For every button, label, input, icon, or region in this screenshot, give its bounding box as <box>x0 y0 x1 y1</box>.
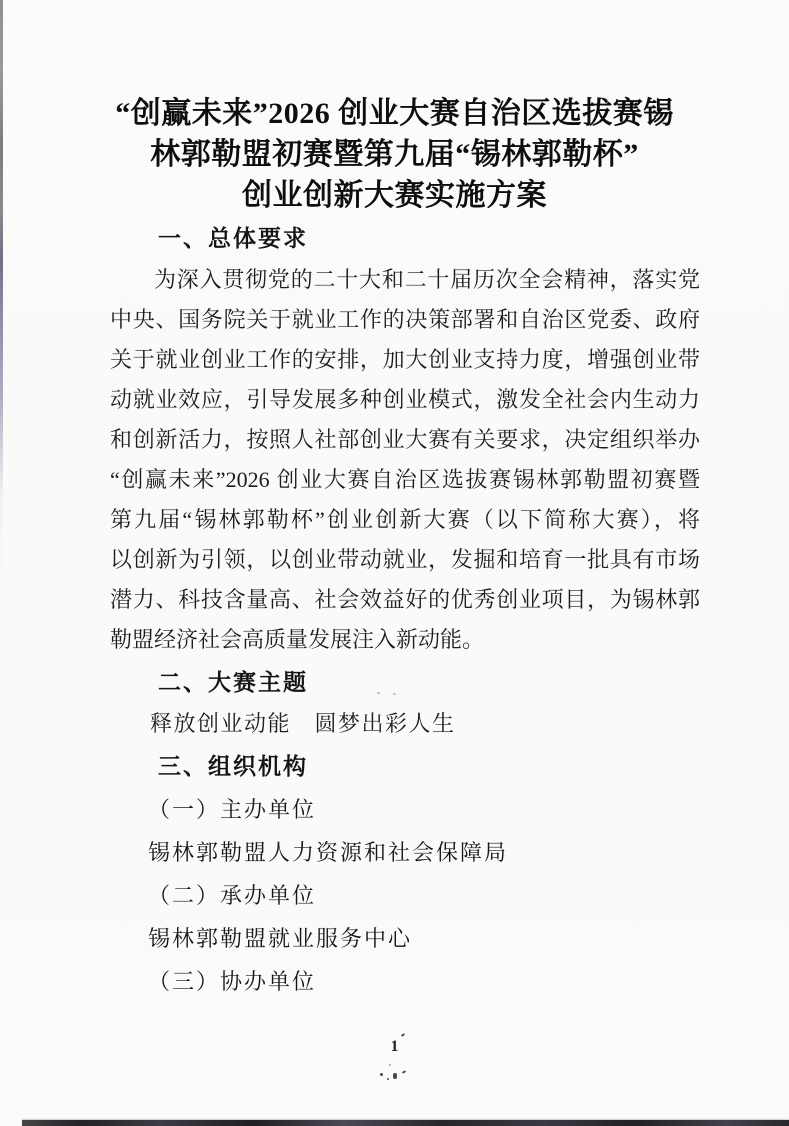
org-item-host-label: （一）主办单位 <box>148 797 317 822</box>
paragraph-line: 潜力、科技含量高、社会效益好的优秀创业项目，为锡林郭 <box>110 587 700 612</box>
section-heading-organization: 三、组织机构 <box>158 753 308 779</box>
scan-speckle <box>402 1070 406 1074</box>
scan-speckle <box>377 692 380 694</box>
scan-speckle <box>387 1078 389 1080</box>
paragraph-line: 和创新活力，按照人社部创业大赛有关要求，决定组织举办 <box>110 427 700 452</box>
scan-speckle <box>401 1033 405 1037</box>
scan-speckle <box>393 693 396 695</box>
org-item-organizer-label: （二）承办单位 <box>148 883 317 908</box>
paragraph-line: 为深入贯彻党的二十大和二十届历次全会精神，落实党 <box>154 267 700 292</box>
document-title-line: 林郭勒盟初赛暨第九届“锡林郭勒杯” <box>150 138 639 171</box>
document-title-line: “创赢未来”2026 创业大赛自治区选拔赛锡 <box>115 97 674 130</box>
scan-speckle <box>393 1073 397 1079</box>
scan-speckle <box>380 1073 383 1076</box>
paragraph-line: 以创新为引领，以创业带动就业，发掘和培育一批具有市场 <box>110 547 700 572</box>
competition-slogan: 释放创业动能 圆梦出彩人生 <box>150 711 456 736</box>
paragraph-line: 动就业效应，引导发展多种创业模式，激发全社会内生动力 <box>110 387 700 412</box>
document-body <box>110 216 700 1003</box>
paragraph-line: 关于就业创业工作的安排，加大创业支持力度，增强创业带 <box>110 347 700 372</box>
paragraph-line: “创赢未来”2026 创业大赛自治区选拔赛锡林郭勒盟初赛暨 <box>110 467 700 492</box>
scan-speckle <box>389 1064 391 1066</box>
paragraph-line: 勒盟经济社会高质量发展注入新动能。 <box>110 627 485 652</box>
section-heading-competition-theme: 二、大赛主题 <box>158 669 308 695</box>
scan-edge-artifact-bottom <box>22 1120 789 1126</box>
org-item-coorganizer-label: （三）协办单位 <box>148 969 317 994</box>
page-number: 1 <box>390 1038 399 1055</box>
paragraph-line: 中央、国务院关于就业工作的决策部署和自治区党委、政府 <box>110 307 700 332</box>
org-item-host-value: 锡林郭勒盟人力资源和社会保障局 <box>148 840 509 865</box>
scan-edge-artifact-left <box>0 0 3 585</box>
document-title-line: 创业创新大赛实施方案 <box>242 179 547 212</box>
org-item-organizer-value: 锡林郭勒盟就业服务中心 <box>148 926 413 951</box>
paragraph-line: 第九届“锡林郭勒杯”创业创新大赛（以下简称大赛），将 <box>110 507 700 532</box>
document-title <box>60 93 729 216</box>
section-heading-overall-requirements: 一、总体要求 <box>158 225 308 251</box>
